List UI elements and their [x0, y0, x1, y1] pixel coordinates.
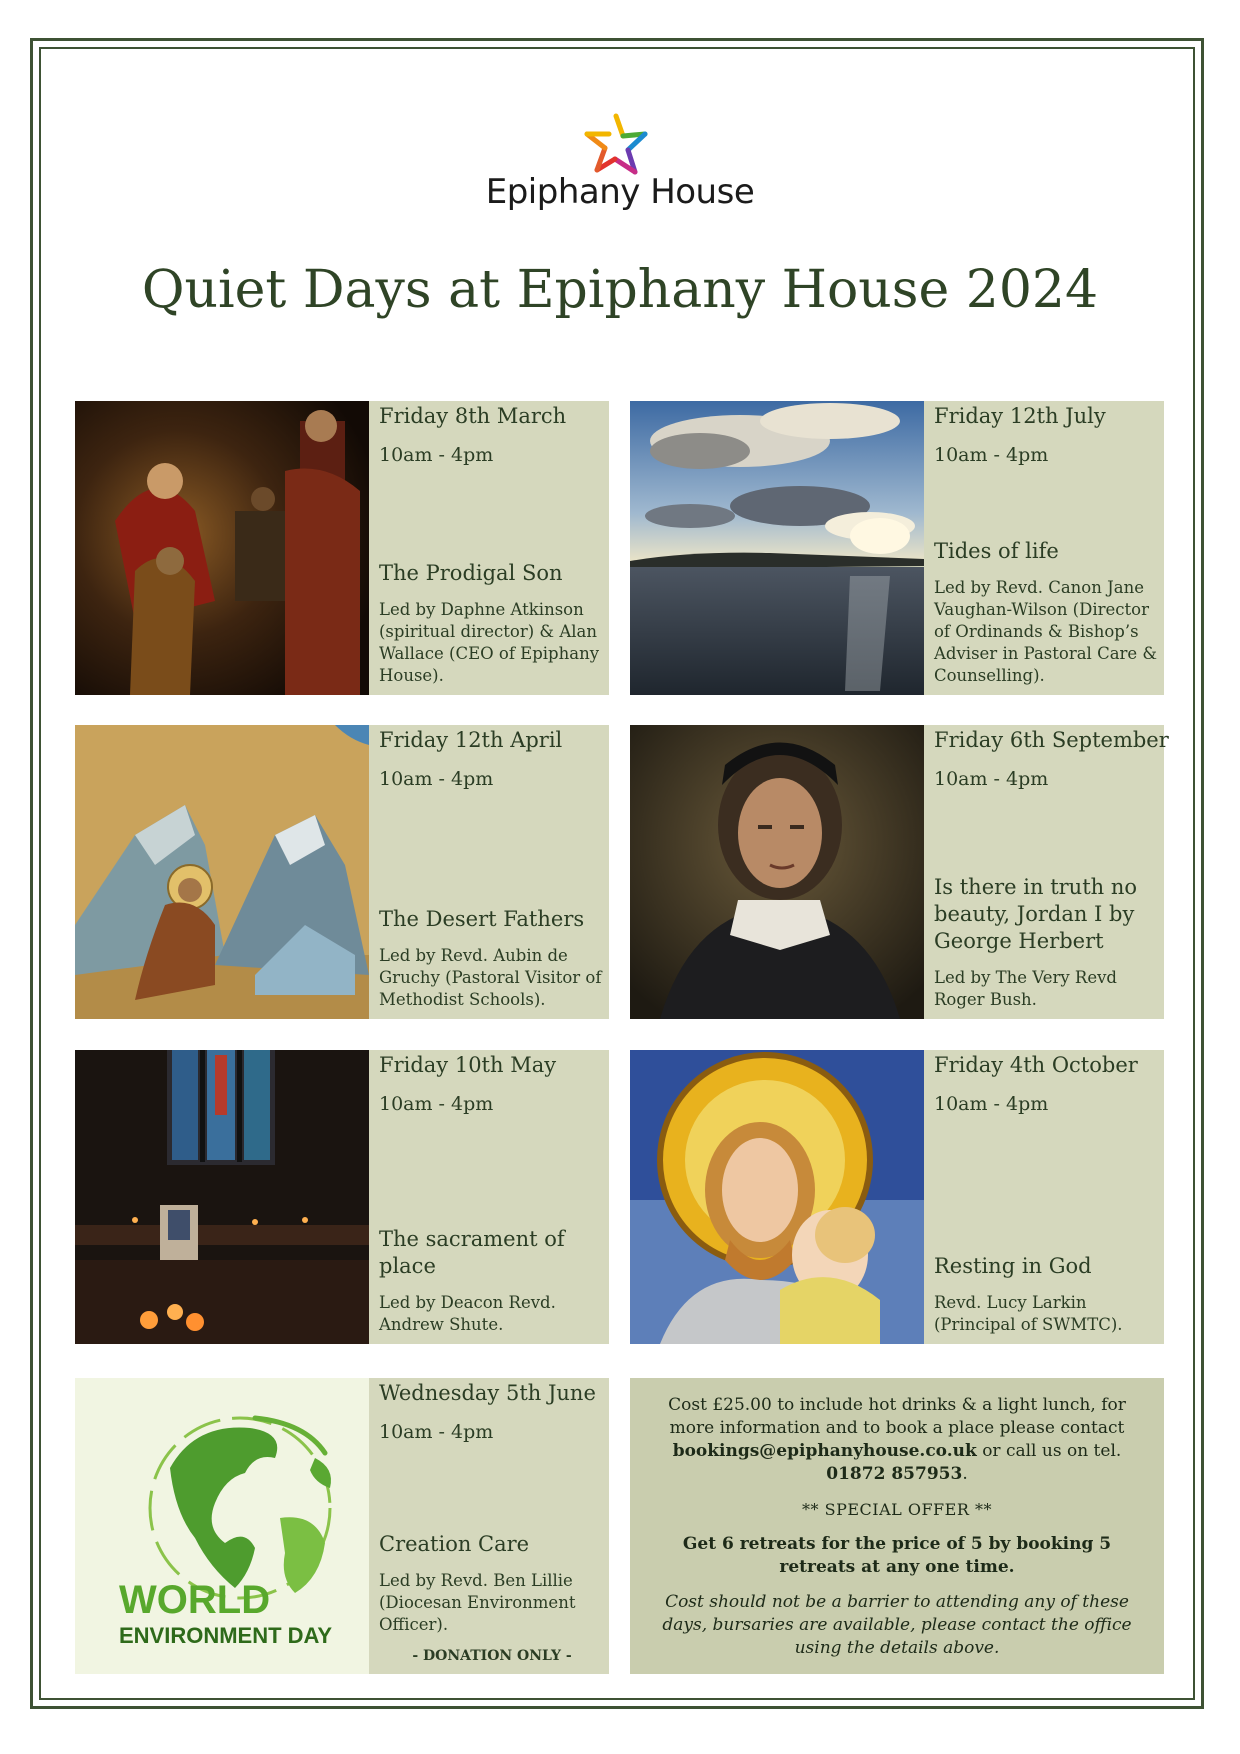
special-offer-heading: ** SPECIAL OFFER **	[802, 1500, 992, 1519]
event-topic: Resting in God	[934, 1254, 1092, 1278]
event-date: Friday 12th July	[934, 404, 1106, 428]
event-leader: Led by The Very Revd Roger Bush.	[934, 968, 1117, 1009]
cost-text: Cost £25.00 to include hot drinks & a light lunch, for more information and to book a place please contact	[668, 1395, 1126, 1438]
epiphany-house-logo	[480, 112, 760, 222]
booking-email-link[interactable]: bookings@epiphanyhouse.co.uk	[672, 1441, 977, 1461]
page-title: Quiet Days at Epiphany House 2024	[141, 260, 1099, 320]
event-date: Friday 6th September	[934, 728, 1169, 752]
donation-only-note: - DONATION ONLY -	[412, 1648, 572, 1664]
event-card-april	[75, 725, 609, 1019]
event-date: Friday 12th April	[379, 728, 563, 752]
event-topic: The sacrament of place	[379, 1227, 565, 1278]
event-topic: Tides of life	[934, 539, 1059, 563]
bursary-note: Cost should not be a barrier to attending any of these days, bursaries are available, please contact the office using the details above.	[662, 1592, 1132, 1658]
event-leader: Led by Revd. Aubin de Gruchy (Pastoral Visitor of Methodist Schools).	[379, 946, 602, 1009]
desert-icon-painting-image	[75, 725, 369, 1019]
event-time: 10am - 4pm	[379, 768, 494, 790]
event-date: Friday 4th October	[934, 1053, 1138, 1077]
special-offer-text: Get 6 retreats for the price of 5 by booking 5 retreats at any one time.	[682, 1534, 1112, 1577]
event-date: Friday 8th March	[379, 404, 567, 428]
star-logo-icon	[583, 112, 649, 178]
event-leader: Led by Revd. Canon Jane Vaughan-Wilson (Director of Ordinands & Bishop’s Adviser in Pastoral Care & Counselling).	[934, 578, 1158, 685]
event-card-september	[630, 725, 1169, 1019]
event-card-may	[75, 1050, 609, 1344]
environment-day-text: ENVIRONMENT DAY	[119, 1623, 333, 1648]
event-card-june	[75, 1378, 609, 1674]
stained-glass-jesus-child-image	[630, 1050, 924, 1344]
event-topic: The Desert Fathers	[379, 907, 585, 931]
event-time: 10am - 4pm	[934, 1093, 1049, 1115]
event-leader: Led by Daphne Atkinson (spiritual director) & Alan Wallace (CEO of Epiphany House).	[379, 600, 600, 685]
event-topic: Is there in truth no beauty, Jordan I by George Herbert	[934, 875, 1138, 953]
cost-info: Cost £25.00 to include hot drinks & a light lunch, for more information and to book a place please contact bookings@epiphanyhouse.co.uk or call us on tel. 01872 857953.	[668, 1395, 1126, 1484]
booking-info-box	[630, 1378, 1164, 1674]
event-date: Friday 10th May	[379, 1053, 557, 1077]
event-leader: Led by Revd. Ben Lillie (Diocesan Environment Officer).	[379, 1571, 576, 1634]
event-time: 10am - 4pm	[934, 444, 1049, 466]
logo-text: Epiphany House	[485, 172, 755, 212]
event-topic: The Prodigal Son	[379, 561, 563, 585]
chapel-candles-photo-image	[75, 1050, 369, 1344]
prodigal-son-painting-image	[75, 401, 369, 695]
event-leader: Revd. Lucy Larkin (Principal of SWMTC).	[934, 1293, 1123, 1334]
event-card-march	[75, 401, 609, 695]
world-environment-day-logo	[75, 1378, 369, 1674]
event-date: Wednesday 5th June	[379, 1381, 596, 1405]
event-card-october	[630, 1050, 1164, 1344]
event-time: 10am - 4pm	[379, 444, 494, 466]
event-leader: Led by Deacon Revd. Andrew Shute.	[379, 1293, 556, 1334]
event-time: 10am - 4pm	[379, 1421, 494, 1443]
seascape-photo-image	[630, 401, 924, 695]
event-card-july	[630, 401, 1164, 695]
phone-number: 01872 857953	[826, 1464, 963, 1484]
call-text: or call us on tel.	[982, 1441, 1122, 1461]
event-time: 10am - 4pm	[379, 1093, 494, 1115]
george-herbert-portrait-image	[630, 725, 924, 1019]
world-text: WORLD	[119, 1578, 271, 1622]
event-time: 10am - 4pm	[934, 768, 1049, 790]
event-topic: Creation Care	[379, 1532, 530, 1556]
